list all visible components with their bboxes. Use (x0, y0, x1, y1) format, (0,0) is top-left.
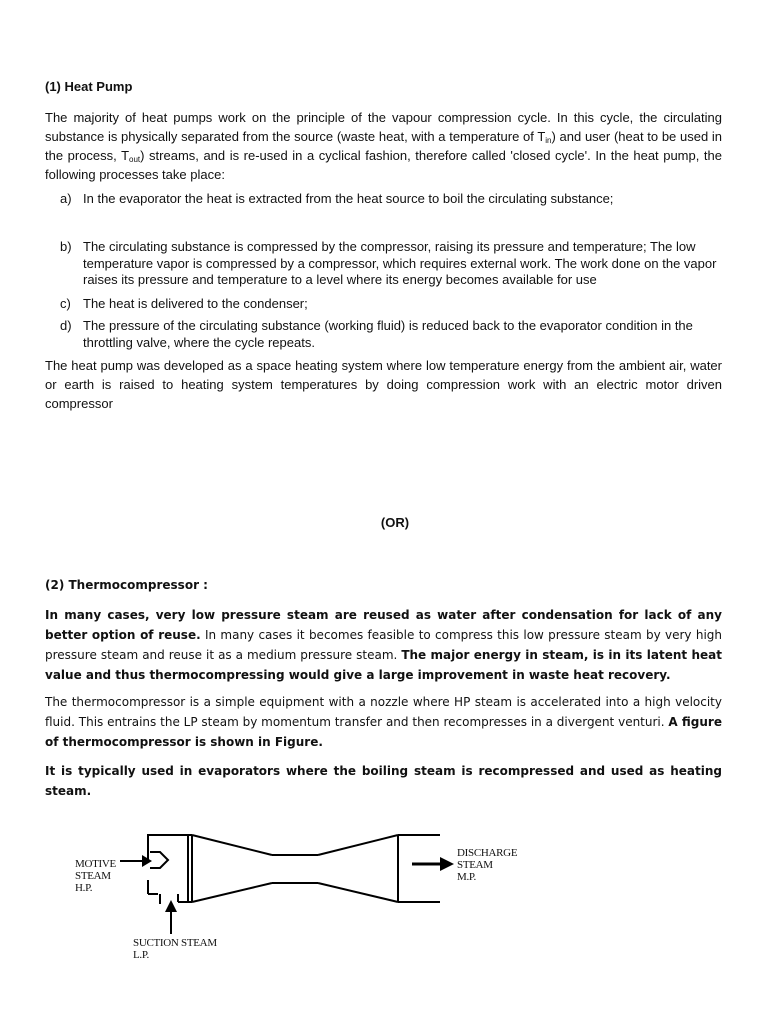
list-item-text: The heat is delivered to the condenser; (83, 296, 308, 311)
thermocompressor-heading: (2) Thermocompressor : (45, 578, 208, 592)
venturi-body (148, 835, 440, 904)
p3-bold: It is typically used in evaporators where the boiling steam is recompressed and used as heating steam. (45, 764, 722, 798)
suction-steam-label: SUCTION STEAM L.P. (133, 937, 217, 961)
discharge-steam-label: DISCHARGE STEAM M.P. (457, 847, 518, 883)
list-item-label: d) (60, 318, 72, 333)
motive-steam-label: MOTIVE STEAM H.P. (75, 858, 116, 894)
intro-part-2: ) and user (heat to be used in the process, T (45, 129, 722, 163)
heat-pump-intro (45, 108, 722, 184)
thermocompressor-diagram (0, 800, 768, 1024)
p1-normal: In many cases it becomes feasible to compress this low pressure steam by very high pressure steam and reuse it as a medium pressure steam. (45, 628, 722, 662)
list-item-text: The circulating substance is compressed by the compressor, raising its pressure and temperature; The low temperature vapor is compressed by a compressor, which requires external work. The work done on the vapor raises its pressure and temperature to a level where its energy becomes available for use (83, 239, 717, 287)
list-item-text: In the evaporator the heat is extracted from the heat source to boil the circulating substance; (83, 191, 614, 206)
thermo-paragraph-1 (45, 605, 722, 685)
list-item-label: b) (60, 239, 72, 254)
discharge-steam-arrow (412, 857, 454, 871)
heat-pump-heading: (1) Heat Pump (45, 79, 133, 94)
intro-part-1: The majority of heat pumps work on the principle of the vapour compression cycle. In this cycle, the circulating substance is physically separated from the source (waste heat, with a temperature of T (45, 110, 722, 144)
p2-normal: The thermocompressor is a simple equipment with a nozzle where HP steam is accelerated into a high velocity fluid. This entrains the LP steam by momentum transfer and then recompresses in a divergent venturi. (45, 695, 722, 729)
or-separator: (OR) (380, 515, 410, 530)
t-in-subscript: in (545, 136, 552, 145)
suction-steam-arrow (165, 900, 177, 934)
p1-bold: In many cases, very low pressure steam are reused as water after condensation for lack of any better option of reuse. (45, 608, 722, 642)
list-item-text: The pressure of the circulating substance (working fluid) is reduced back to the evaporator condition in the throttling valve, where the cycle repeats. (83, 318, 693, 350)
list-item-label: a) (60, 191, 72, 206)
t-out-subscript: out (129, 155, 141, 164)
list-item-label: c) (60, 296, 71, 311)
p1-bold-2: The major energy in steam, is in its latent heat value and thus thermocompressing would give a large improvement in waste heat recovery. (45, 648, 722, 682)
heat-pump-closing: The heat pump was developed as a space heating system where low temperature energy from the ambient air, water or earth is raised to heating system temperatures by doing compression work with an electric motor driven compressor (45, 358, 722, 411)
p2-bold: A figure of thermocompressor is shown in Figure. (45, 715, 722, 749)
thermo-paragraph-2 (45, 692, 722, 752)
intro-part-3: ) streams, and is re-used in a cyclical fashion, therefore called 'closed cycle'. In the heat pump, the following processes take place: (45, 148, 722, 182)
thermo-paragraph-3 (45, 761, 722, 801)
